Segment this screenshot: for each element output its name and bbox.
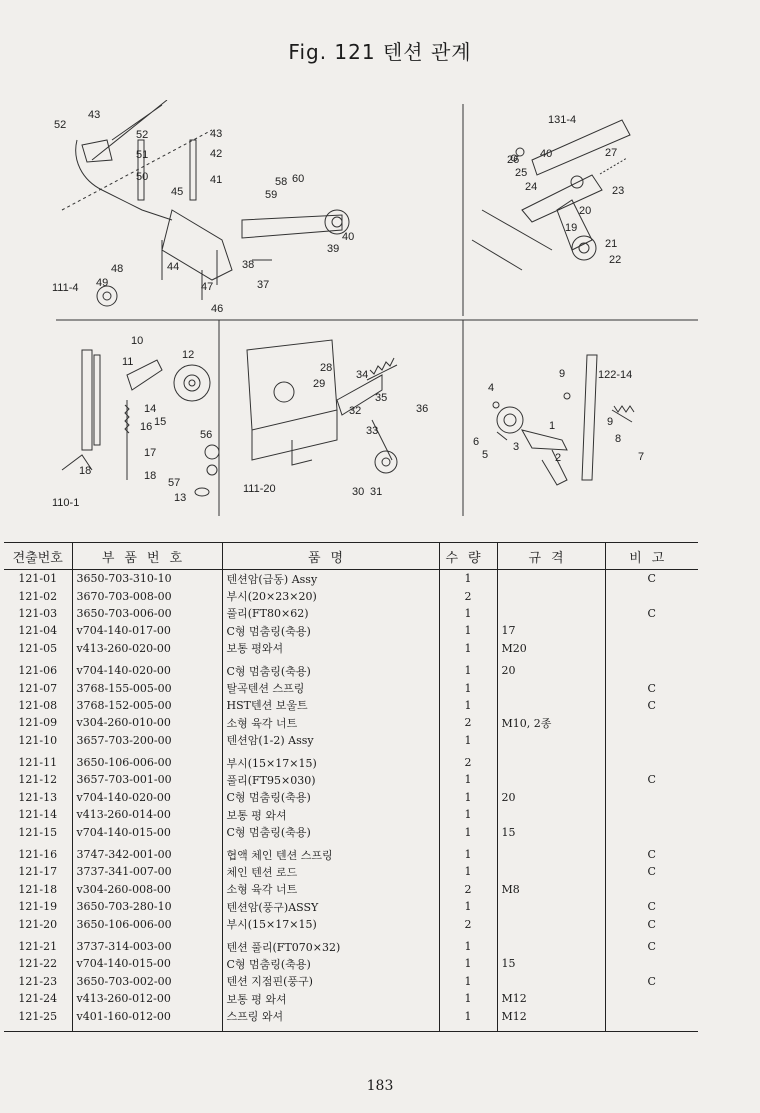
label-42: 42 — [210, 148, 223, 160]
label-58: 58 — [275, 176, 288, 188]
cell-no: 121-11 — [18, 756, 58, 770]
label-45: 45 — [171, 186, 184, 198]
cell-name: 보통 평 와셔 — [222, 990, 439, 1007]
cell-remark — [605, 881, 698, 898]
panel-a-drawing — [62, 100, 349, 306]
cell-qty: 1 — [439, 990, 497, 1007]
label-13: 13 — [174, 492, 187, 504]
table-row — [4, 955, 698, 972]
label-23: 23 — [612, 185, 625, 197]
label-49: 49 — [96, 277, 109, 289]
label-52b: 52 — [136, 129, 149, 141]
label-131-4: 131-4 — [548, 114, 577, 126]
cell-spec: 15 — [497, 823, 605, 840]
cell-no: 121-24 — [18, 992, 58, 1006]
label-37: 37 — [257, 279, 270, 291]
label-3: 3 — [513, 441, 520, 453]
label-38: 38 — [242, 259, 255, 271]
label-111-20: 111-20 — [243, 483, 276, 495]
table-row — [4, 990, 698, 1007]
cell-remark: C — [605, 570, 698, 588]
cell-name: 텐션암(1-2) Assy — [222, 732, 439, 749]
cell-name: C형 멈춤링(축용) — [222, 657, 439, 679]
cell-remark — [605, 587, 698, 604]
cell-name: HST텐션 보울트 — [222, 697, 439, 714]
cell-remark — [605, 990, 698, 1007]
cell-remark — [605, 657, 698, 679]
label-19: 19 — [565, 222, 578, 234]
col-header-name: 품명 — [222, 543, 439, 570]
label-30: 30 — [352, 486, 365, 498]
cell-no: 121-20 — [18, 917, 58, 931]
cell-no: 121-09 — [18, 716, 58, 730]
label-47: 47 — [201, 281, 214, 293]
label-39: 39 — [327, 243, 340, 255]
label-59: 59 — [265, 189, 278, 201]
cell-spec — [497, 841, 605, 863]
cell-qty: 1 — [439, 771, 497, 788]
label-2: 2 — [555, 452, 562, 464]
cell-remark: C — [605, 973, 698, 990]
cell-name: 텐션 지점핀(풍구) — [222, 973, 439, 990]
cell-no: 121-03 — [18, 606, 58, 620]
cell-part: v304-260-008-00 — [72, 881, 222, 898]
table-row — [4, 881, 698, 898]
label-122-14: 122-14 — [598, 369, 633, 381]
cell-qty: 2 — [439, 714, 497, 731]
cell-no: 121-13 — [18, 790, 58, 804]
cell-remark — [605, 806, 698, 823]
cell-spec: M12 — [497, 1007, 605, 1031]
label-21: 21 — [605, 238, 618, 250]
label-9: 9 — [559, 368, 566, 380]
cell-remark: C — [605, 915, 698, 932]
cell-name: 보통 평 와셔 — [222, 806, 439, 823]
cell-part: v704-140-015-00 — [72, 955, 222, 972]
cell-no: 121-04 — [18, 624, 58, 638]
label-56: 56 — [200, 429, 213, 441]
cell-spec — [497, 697, 605, 714]
cell-no: 121-01 — [18, 572, 58, 586]
cell-name: 소형 육각 너트 — [222, 881, 439, 898]
cell-remark: C — [605, 863, 698, 880]
label-5: 5 — [482, 449, 489, 461]
cell-no: 121-08 — [18, 698, 58, 712]
label-12: 12 — [182, 349, 195, 361]
cell-part: 3650-703-280-10 — [72, 898, 222, 915]
cell-part: 3650-703-002-00 — [72, 973, 222, 990]
cell-part: v704-140-020-00 — [72, 657, 222, 679]
cell-name: 텐션 풀리(FT070×32) — [222, 933, 439, 955]
table-row — [4, 605, 698, 622]
label-46: 46 — [211, 303, 224, 315]
table-row — [4, 789, 698, 806]
cell-name: 풀리(FT80×62) — [222, 605, 439, 622]
cell-name: 부시(15×17×15) — [222, 915, 439, 932]
cell-part: v413-260-014-00 — [72, 806, 222, 823]
cell-remark — [605, 640, 698, 657]
cell-no: 121-12 — [18, 773, 58, 787]
cell-spec — [497, 973, 605, 990]
table-row — [4, 841, 698, 863]
cell-name: C형 멈춤링(축용) — [222, 823, 439, 840]
label-36: 36 — [416, 403, 429, 415]
label-26: 26 — [507, 154, 520, 166]
cell-name: 텐션암(풍구)ASSY — [222, 898, 439, 915]
cell-qty: 1 — [439, 789, 497, 806]
cell-no: 121-14 — [18, 808, 58, 822]
table-row — [4, 933, 698, 955]
cell-spec: M20 — [497, 640, 605, 657]
label-60: 60 — [292, 173, 305, 185]
cell-name: C형 멈춤링(축용) — [222, 622, 439, 639]
table-row — [4, 823, 698, 840]
cell-remark — [605, 732, 698, 749]
table-row — [4, 806, 698, 823]
table-row — [4, 915, 698, 932]
cell-no: 121-17 — [18, 865, 58, 879]
cell-name: 부시(20×23×20) — [222, 587, 439, 604]
cell-part: v704-140-015-00 — [72, 823, 222, 840]
cell-part: 3768-155-005-00 — [72, 679, 222, 696]
cell-part: v401-160-012-00 — [72, 1007, 222, 1031]
cell-name: 풀리(FT95×030) — [222, 771, 439, 788]
cell-qty: 2 — [439, 915, 497, 932]
cell-qty: 1 — [439, 933, 497, 955]
label-52: 52 — [54, 119, 67, 131]
label-48: 48 — [111, 263, 124, 275]
label-22: 22 — [609, 254, 622, 266]
label-33: 33 — [366, 425, 379, 437]
cell-part: v413-260-020-00 — [72, 640, 222, 657]
cell-name: C형 멈춤링(축용) — [222, 955, 439, 972]
label-41: 41 — [210, 174, 223, 186]
label-9b: 9 — [607, 416, 614, 428]
cell-spec: M12 — [497, 990, 605, 1007]
label-43b: 43 — [210, 128, 223, 140]
cell-qty: 1 — [439, 1007, 497, 1031]
label-8: 8 — [615, 433, 622, 445]
cell-remark: C — [605, 679, 698, 696]
label-32: 32 — [349, 405, 362, 417]
table-row — [4, 570, 698, 588]
label-11: 11 — [122, 356, 134, 368]
cell-name: 소형 육각 너트 — [222, 714, 439, 731]
table-row — [4, 863, 698, 880]
cell-no: 121-02 — [18, 589, 58, 603]
label-31: 31 — [370, 486, 383, 498]
cell-spec — [497, 933, 605, 955]
cell-part: v704-140-020-00 — [72, 789, 222, 806]
label-25: 25 — [515, 167, 528, 179]
cell-remark — [605, 789, 698, 806]
cell-part: v704-140-017-00 — [72, 622, 222, 639]
cell-remark: C — [605, 933, 698, 955]
cell-no: 121-23 — [18, 974, 58, 988]
cell-name: 스프링 와셔 — [222, 1007, 439, 1031]
label-111-4: 111-4 — [52, 282, 79, 294]
cell-no: 121-10 — [18, 733, 58, 747]
cell-no: 121-16 — [18, 848, 58, 862]
table-header-row — [4, 543, 698, 570]
cell-no: 121-19 — [18, 900, 58, 914]
cell-spec — [497, 749, 605, 771]
label-14: 14 — [144, 403, 157, 415]
table-row — [4, 622, 698, 639]
cell-no: 121-21 — [18, 940, 58, 953]
cell-part: 3737-341-007-00 — [72, 863, 222, 880]
cell-spec — [497, 732, 605, 749]
cell-qty: 1 — [439, 732, 497, 749]
cell-part: 3747-342-001-00 — [72, 841, 222, 863]
table-row — [4, 714, 698, 731]
cell-spec — [497, 806, 605, 823]
cell-name: 체인 텐션 로드 — [222, 863, 439, 880]
cell-part: 3650-106-006-00 — [72, 749, 222, 771]
cell-no: 121-22 — [18, 957, 58, 971]
cell-qty: 1 — [439, 955, 497, 972]
label-18b: 18 — [144, 470, 157, 482]
col-header-qty: 수량 — [439, 543, 497, 570]
cell-qty: 2 — [439, 881, 497, 898]
label-28: 28 — [320, 362, 333, 374]
cell-spec — [497, 605, 605, 622]
cell-qty: 1 — [439, 640, 497, 657]
cell-spec: 20 — [497, 789, 605, 806]
cell-spec: 15 — [497, 955, 605, 972]
cell-spec: M10, 2종 — [497, 714, 605, 731]
label-57: 57 — [168, 477, 181, 489]
parts-table — [4, 542, 698, 1032]
label-27: 27 — [605, 147, 618, 159]
cell-name: 보통 평와셔 — [222, 640, 439, 657]
cell-remark — [605, 714, 698, 731]
cell-remark — [605, 823, 698, 840]
cell-remark — [605, 1007, 698, 1031]
cell-qty: 2 — [439, 749, 497, 771]
label-15: 15 — [154, 416, 167, 428]
label-40b: 40 — [540, 148, 553, 160]
cell-name: 탈곡텐션 스프링 — [222, 679, 439, 696]
exploded-parts-diagram — [52, 100, 698, 518]
cell-qty: 1 — [439, 679, 497, 696]
col-header-remark: 비고 — [605, 543, 698, 570]
label-7: 7 — [638, 451, 645, 463]
cell-spec: 17 — [497, 622, 605, 639]
table-row — [4, 697, 698, 714]
label-34: 34 — [356, 369, 369, 381]
table-row — [4, 1007, 698, 1031]
cell-part: 3650-703-310-10 — [72, 570, 222, 588]
cell-remark: C — [605, 605, 698, 622]
cell-spec — [497, 679, 605, 696]
label-51: 51 — [136, 149, 149, 161]
label-16: 16 — [140, 421, 153, 433]
panel-d-drawing — [247, 340, 397, 473]
cell-remark — [605, 622, 698, 639]
cell-no: 121-07 — [18, 681, 58, 695]
label-6: 6 — [473, 436, 480, 448]
cell-no: 121-18 — [18, 882, 58, 896]
table-row — [4, 657, 698, 679]
table-row — [4, 898, 698, 915]
cell-qty: 1 — [439, 841, 497, 863]
col-header-part: 부품번호 — [72, 543, 222, 570]
cell-qty: 1 — [439, 697, 497, 714]
cell-spec — [497, 863, 605, 880]
cell-part: 3650-106-006-00 — [72, 915, 222, 932]
cell-qty: 1 — [439, 863, 497, 880]
label-18: 18 — [79, 465, 92, 477]
cell-remark: C — [605, 771, 698, 788]
cell-part: 3670-703-008-00 — [72, 587, 222, 604]
cell-spec — [497, 587, 605, 604]
cell-qty: 1 — [439, 823, 497, 840]
cell-remark: C — [605, 898, 698, 915]
label-50: 50 — [136, 171, 149, 183]
cell-part: v304-260-010-00 — [72, 714, 222, 731]
label-29: 29 — [313, 378, 326, 390]
page-title: Fig. 121 텐션 관계 — [288, 40, 472, 64]
page-number: 183 — [366, 1078, 394, 1094]
table-row — [4, 973, 698, 990]
table-row — [4, 587, 698, 604]
cell-name: C형 멈춤링(축용) — [222, 789, 439, 806]
cell-no: 121-25 — [4, 1007, 72, 1031]
cell-qty: 1 — [439, 605, 497, 622]
cell-remark — [605, 955, 698, 972]
cell-spec: 20 — [497, 657, 605, 679]
label-24: 24 — [525, 181, 538, 193]
cell-remark — [605, 749, 698, 771]
cell-name: 텐션암(급동) Assy — [222, 570, 439, 588]
cell-no: 121-05 — [18, 641, 58, 655]
cell-qty: 1 — [439, 622, 497, 639]
cell-qty: 1 — [439, 898, 497, 915]
cell-part: 3768-152-005-00 — [72, 697, 222, 714]
table-row — [4, 679, 698, 696]
cell-remark: C — [605, 697, 698, 714]
label-44: 44 — [167, 261, 180, 273]
cell-qty: 1 — [439, 806, 497, 823]
cell-remark: C — [605, 841, 698, 863]
label-1: 1 — [549, 420, 556, 432]
label-110-1: 110-1 — [52, 497, 80, 509]
cell-qty: 1 — [439, 657, 497, 679]
table-row — [4, 732, 698, 749]
cell-spec — [497, 771, 605, 788]
cell-part: v413-260-012-00 — [72, 990, 222, 1007]
table-row — [4, 640, 698, 657]
cell-name: 협액 체인 텐션 스프링 — [222, 841, 439, 863]
cell-qty: 2 — [439, 587, 497, 604]
cell-spec: M8 — [497, 881, 605, 898]
label-10: 10 — [131, 335, 144, 347]
cell-spec — [497, 915, 605, 932]
cell-part: 3737-314-003-00 — [72, 933, 222, 955]
col-header-spec: 규격 — [497, 543, 605, 570]
label-43: 43 — [88, 109, 101, 121]
col-header-no: 견출번호 — [4, 543, 72, 570]
table-row — [4, 771, 698, 788]
cell-qty: 1 — [439, 570, 497, 588]
label-17: 17 — [144, 447, 157, 459]
cell-no: 121-06 — [18, 664, 58, 678]
cell-spec — [497, 570, 605, 588]
cell-qty: 1 — [439, 973, 497, 990]
label-4: 4 — [488, 382, 495, 394]
label-40: 40 — [342, 231, 355, 243]
label-35: 35 — [375, 392, 388, 404]
cell-no: 121-15 — [18, 825, 58, 839]
cell-spec — [497, 898, 605, 915]
cell-part: 3657-703-001-00 — [72, 771, 222, 788]
cell-part: 3650-703-006-00 — [72, 605, 222, 622]
cell-part: 3657-703-200-00 — [72, 732, 222, 749]
label-20: 20 — [579, 205, 592, 217]
cell-name: 부시(15×17×15) — [222, 749, 439, 771]
table-row — [4, 749, 698, 771]
